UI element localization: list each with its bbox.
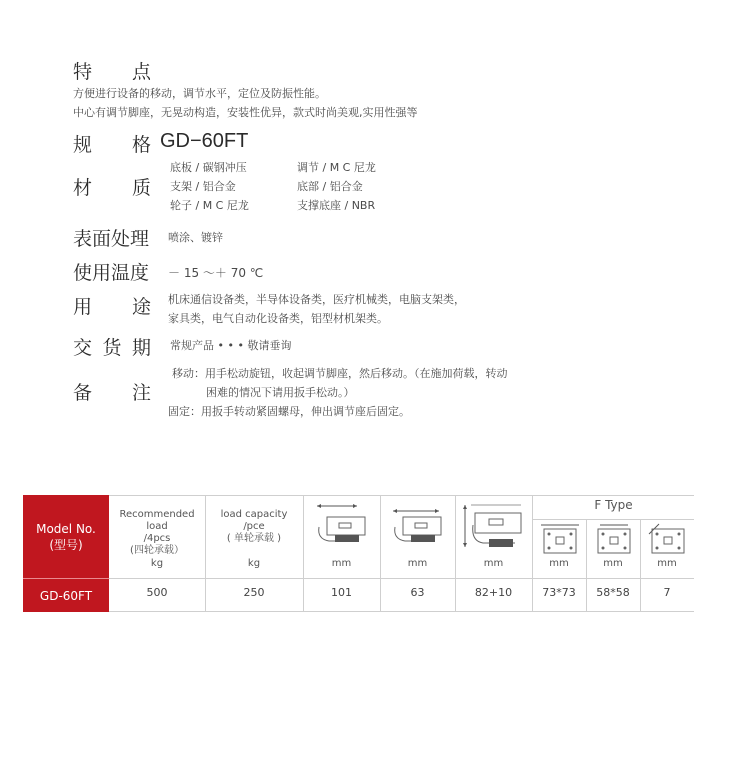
usage-line-2: 家具类，电气自动化设备类，铝型材机架类。 xyxy=(168,312,388,325)
unit-cell: mm xyxy=(483,558,504,569)
model-value: GD-60FT xyxy=(39,588,93,603)
usage-heading: 用 途 xyxy=(73,296,151,318)
features-line-1: 方便进行设备的移动，调节水平，定位及防振性能。 xyxy=(73,87,326,100)
notes-heading: 备 注 xyxy=(73,382,151,404)
ftype-label: F Type xyxy=(594,498,633,512)
model-header-label: Model No. xyxy=(36,521,96,536)
spec-table xyxy=(23,495,694,612)
notes-line-3: 固定：用扳手转动紧固螺母，伸出调节座后固定。 xyxy=(168,405,410,418)
unit-cell: kg xyxy=(150,558,164,569)
table-bottom-border xyxy=(109,611,694,612)
material-heading: 材 质 xyxy=(73,177,151,199)
notes-line-2: 困难的情况下请用扳手松动。） xyxy=(206,386,355,399)
value-cell: 250 xyxy=(243,586,265,599)
notes-line-1: 移动：用手松动旋钮，收起调节脚座，然后移动。（在施加荷载，转动 xyxy=(172,367,508,380)
adjust-height-diagram xyxy=(461,501,529,555)
delivery-value: 常规产品 • • • 敬请垂询 xyxy=(170,339,292,352)
table-top-border xyxy=(109,495,694,496)
material-item: 支架 / 铝合金 xyxy=(170,180,236,193)
bolt-hole-diagram xyxy=(645,522,691,556)
height-dimension-diagram xyxy=(311,503,375,551)
model-header xyxy=(23,495,109,579)
unit-cell: mm xyxy=(407,558,428,569)
features-heading: 特 点 xyxy=(73,61,151,83)
load-capacity-header: load capacity /pce ( 单轮承载 ) xyxy=(220,509,288,544)
unit-cell: mm xyxy=(657,558,677,569)
temperature-value: － 15 ～＋ 70 ℃ xyxy=(168,266,264,280)
usage-line-1: 机床通信设备类，半导体设备类，医疗机械类，电脑支架类， xyxy=(168,293,465,306)
unit-cell: mm xyxy=(549,558,569,569)
value-cell: 63 xyxy=(410,586,425,599)
hole-pitch-diagram xyxy=(591,522,637,556)
unit-cell: mm xyxy=(603,558,623,569)
ftype-divider xyxy=(533,519,694,520)
delivery-heading: 交 货 期 xyxy=(73,337,151,359)
unit-cell: mm xyxy=(331,558,352,569)
value-cell: 7 xyxy=(663,586,671,599)
width-dimension-diagram xyxy=(387,503,451,551)
value-cell: 82+10 xyxy=(474,586,513,599)
value-cell: 58*58 xyxy=(596,586,630,599)
spec-value: GD−60FT xyxy=(160,130,249,152)
material-item: 支撑底座 / NBR xyxy=(297,199,376,212)
value-cell: 500 xyxy=(146,586,168,599)
surface-value: 喷涂、镀锌 xyxy=(168,231,223,244)
material-item: 底部 / 铝合金 xyxy=(297,180,363,193)
material-item: 底板 / 碳钢冲压 xyxy=(170,161,247,174)
value-cell: 101 xyxy=(331,586,352,599)
plate-size-diagram xyxy=(537,522,583,556)
unit-cell: kg xyxy=(247,558,261,569)
temperature-heading: 使用温度 xyxy=(73,262,150,284)
model-header-label-cn: (型号) xyxy=(49,537,83,552)
material-item: 调节 / M C 尼龙 xyxy=(297,161,376,174)
spec-heading: 规 格 xyxy=(73,134,151,156)
model-column xyxy=(23,495,109,612)
table-unit-divider xyxy=(109,578,694,579)
material-item: 轮子 / M C 尼龙 xyxy=(170,199,249,212)
features-line-2: 中心有调节脚座，无晃动构造，安装性优异，款式时尚美观,实用性强等 xyxy=(73,106,418,119)
surface-heading: 表面处理 xyxy=(73,228,150,250)
recommended-load-header: Recommended load /4pcs (四轮承载） xyxy=(119,509,195,556)
value-cell: 73*73 xyxy=(542,586,576,599)
